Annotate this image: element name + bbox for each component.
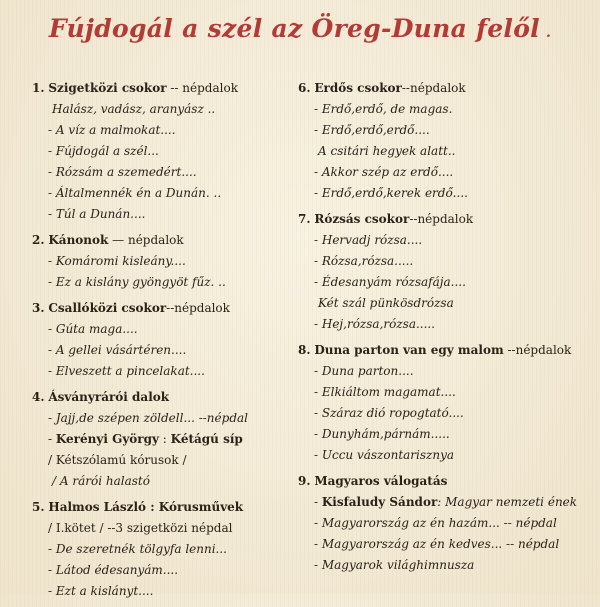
song-text: - Fújdogál a szél... [48, 144, 159, 158]
song-text: - Elkiáltom magamat.... [314, 385, 456, 399]
song-text: - Hej,rózsa,rózsa..... [314, 317, 436, 331]
song-text: - Hervadj rózsa.... [314, 233, 423, 247]
song-text-tail: : Magyar nemzeti ének [437, 495, 578, 509]
section-number: 8. [298, 343, 311, 357]
section-heading [32, 387, 287, 408]
song-text: - Duna parton.... [314, 364, 414, 378]
song-text: - A gellei vásártéren.... [48, 343, 187, 357]
track-section [298, 340, 588, 466]
song-text-tail: : [158, 432, 171, 446]
song-line [298, 293, 588, 314]
song-line [298, 230, 588, 251]
section-heading [32, 78, 287, 99]
song-line [298, 492, 588, 513]
song-text: - Magyarok világhimnusza [314, 558, 475, 572]
section-number: 2. [32, 233, 45, 247]
song-line [32, 141, 287, 162]
page-title-text: Fújdogál a szél az Öreg-Duna felől [48, 14, 540, 43]
section-heading [32, 497, 287, 518]
section-title: Szigetközi csokor [48, 81, 167, 95]
section-heading [32, 298, 287, 319]
right-column [298, 78, 588, 581]
song-text: - Látod édesanyám.... [48, 563, 179, 577]
song-text: - Komáromi kisleány.... [48, 254, 186, 268]
song-text: - Általmennék én a Dunán. .. [48, 186, 222, 200]
section-number: 9. [298, 474, 311, 488]
section-title: Csallóközi csokor [48, 301, 167, 315]
section-heading [298, 209, 588, 230]
song-text: - Magyarország az én hazám... -- népdal [314, 516, 557, 530]
song-text: / I.kötet / --3 szigetközi népdal [48, 521, 233, 535]
composer-name: Kerényi György [55, 432, 159, 446]
song-text: - Ezt a kislányt.... [48, 584, 154, 598]
song-line [32, 319, 287, 340]
song-line [298, 555, 588, 576]
song-text: - Erdő,erdő,erdő.... [314, 123, 430, 137]
song-text: - Magyarország az én kedves... -- népdal [314, 537, 560, 551]
song-line [32, 539, 287, 560]
track-section [298, 78, 588, 204]
section-genre: --népdalok [401, 81, 466, 95]
section-title: Duna parton van egy malom [314, 343, 504, 357]
song-line [32, 183, 287, 204]
song-text: / A rárói halastó [52, 474, 150, 488]
song-line [32, 162, 287, 183]
section-number: 6. [298, 81, 311, 95]
song-line [32, 581, 287, 602]
song-text: - A víz a malmokat.... [48, 123, 176, 137]
song-line [32, 361, 287, 382]
composer-name: Kisfaludy Sándor [321, 495, 438, 509]
section-number: 4. [32, 390, 45, 404]
song-text: A csitári hegyek alatt.. [318, 144, 456, 158]
song-text: - Elveszett a pincelakat.... [48, 364, 205, 378]
song-line [298, 162, 588, 183]
song-text: - Dunyhám,párnám..... [314, 427, 450, 441]
section-title: Ásványrárói dalok [48, 390, 170, 404]
song-line [298, 99, 588, 120]
song-line [298, 513, 588, 534]
section-number: 5. [32, 500, 45, 514]
song-text: - Ez a kislány gyöngyöt fűz. .. [48, 275, 226, 289]
song-line [32, 340, 287, 361]
page-title [0, 14, 600, 43]
song-line [32, 429, 287, 450]
song-text: - Édesanyám rózsafája.... [314, 275, 466, 289]
song-line [32, 204, 287, 225]
track-section [298, 209, 588, 335]
page-title-trail: . [545, 25, 552, 41]
song-text: / Kétszólamú kórusok / [48, 453, 187, 467]
song-text: - Jajj,de szépen zöldell... --népdal [48, 411, 248, 425]
section-genre: --népdalok [166, 301, 230, 315]
song-text: - Száraz dió ropogtató.... [314, 406, 464, 420]
track-section [298, 471, 588, 576]
song-text: - Túl a Dunán.... [48, 207, 146, 221]
song-line [298, 445, 588, 466]
song-text: - De szeretnék tölgyfa lenni... [48, 542, 227, 556]
song-text: - Rózsa,rózsa..... [314, 254, 414, 268]
section-heading [298, 340, 588, 361]
section-number: 3. [32, 301, 45, 315]
song-line [32, 120, 287, 141]
song-line [32, 450, 287, 471]
song-line [298, 251, 588, 272]
section-title: Kánonok [48, 233, 109, 247]
song-text: - Gúta maga.... [48, 322, 138, 336]
song-line [32, 99, 287, 120]
section-heading [298, 471, 588, 492]
section-title: Rózsás csokor [314, 212, 410, 226]
song-line [298, 534, 588, 555]
section-genre: --népdalok [409, 212, 474, 226]
section-title: Erdős csokor [314, 81, 402, 95]
section-number: 1. [32, 81, 45, 95]
song-line [32, 272, 287, 293]
work-title: Kétágú síp [170, 432, 243, 446]
track-section [32, 230, 287, 293]
song-line [32, 251, 287, 272]
song-text: - Uccu vászontarisznya [314, 448, 455, 462]
song-line [298, 183, 588, 204]
track-section [32, 497, 287, 602]
song-text: - Erdő,erdő,kerek erdő.... [314, 186, 468, 200]
track-section [32, 298, 287, 382]
song-line [298, 314, 588, 335]
song-line [32, 518, 287, 539]
track-section [32, 78, 287, 225]
section-heading [298, 78, 588, 99]
section-genre: --népdalok [503, 343, 572, 357]
song-line [32, 560, 287, 581]
song-text: - Akkor szép az erdő.... [314, 165, 454, 179]
song-line [298, 424, 588, 445]
section-genre: — népdalok [108, 233, 184, 247]
section-title: Magyaros válogatás [314, 474, 448, 488]
song-line [32, 408, 287, 429]
song-text: - Erdő,erdő, de magas. [314, 102, 453, 116]
song-line [298, 120, 588, 141]
song-line [298, 361, 588, 382]
song-text: Két szál pünkösdrózsa [318, 296, 454, 310]
section-genre: -- népdalok [166, 81, 238, 95]
song-line [298, 272, 588, 293]
section-title: Halmos László : Kórusművek [48, 500, 244, 514]
song-line [298, 382, 588, 403]
song-text: - [48, 432, 56, 446]
song-line [32, 471, 287, 492]
song-text: - [314, 495, 322, 509]
song-text: - Rózsám a szemedért.... [48, 165, 197, 179]
section-heading [32, 230, 287, 251]
song-text: Halász, vadász, aranyász .. [52, 102, 216, 116]
track-section [32, 387, 287, 492]
song-line [298, 141, 588, 162]
left-column [32, 78, 287, 607]
song-line [298, 403, 588, 424]
section-number: 7. [298, 212, 311, 226]
